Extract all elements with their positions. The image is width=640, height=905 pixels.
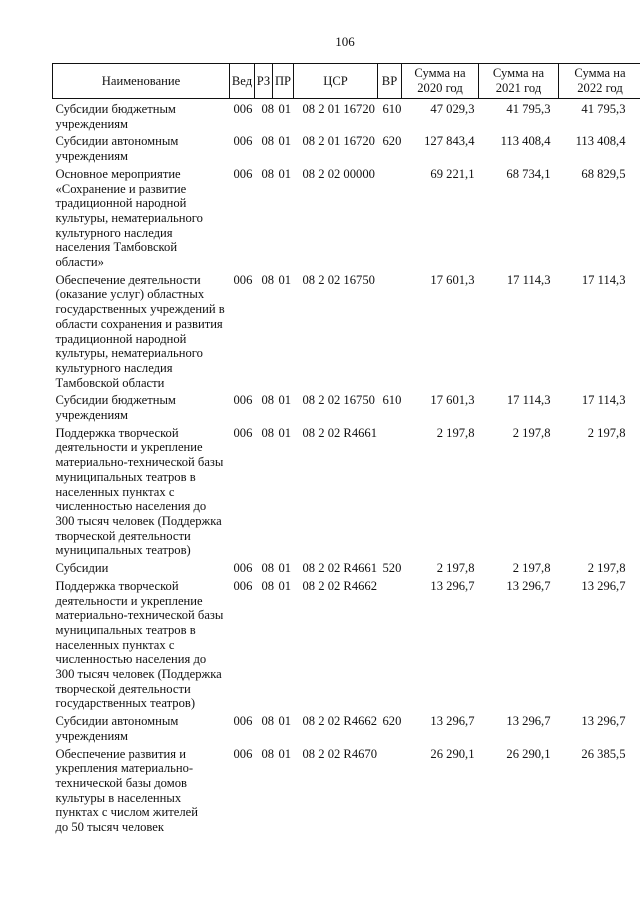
section-code: 08 (261, 746, 275, 761)
budget-row (53, 577, 640, 712)
budget-row (53, 133, 640, 165)
expense-type-code: 620 (382, 714, 402, 729)
section-code: 08 (261, 272, 275, 287)
subsection-code: 01 (278, 425, 292, 440)
item-name: Основное мероприятие «Сохранение и развитие традиционной народной культуры, нематериального культурного наследия населения Тамбовской области» (55, 166, 203, 270)
amount-2022: 26 385,5 (581, 746, 626, 761)
item-name: Поддержка творческой деятельности и укрепление материально-технической базы муниципальных театров в населенных пунктах с численностью населения до 300 тысяч человек (Поддержка творческой деятельности муниципальных театров) (55, 425, 224, 558)
amount-2021: 13 296,7 (506, 714, 551, 729)
target-article-code: 08 2 02 16750 (302, 272, 375, 287)
amount-2021: 113 408,4 (500, 134, 551, 149)
table-header (53, 64, 640, 99)
expense-type-code: 610 (382, 102, 402, 116)
header-expense-type-code: ВР (378, 64, 402, 99)
amount-2022: 17 114,3 (581, 272, 626, 287)
section-code: 08 (261, 393, 275, 408)
header-row (53, 64, 640, 99)
amount-2020: 2 197,8 (436, 561, 475, 576)
header-amount-2022: Сумма на 2022 год (559, 64, 640, 99)
amount-2022: 2 197,8 (587, 425, 626, 440)
expense-type-code (378, 745, 402, 836)
department-code: 006 (233, 578, 253, 593)
header-department-code: Вед (230, 64, 255, 99)
amount-2020: 2 197,8 (436, 425, 475, 440)
amount-2022: 13 296,7 (581, 714, 626, 729)
budget-row (53, 99, 640, 133)
amount-2022: 13 296,7 (581, 578, 626, 593)
subsection-code: 01 (278, 578, 292, 593)
target-article-code: 08 2 01 16720 (302, 102, 375, 116)
expense-type-code (378, 165, 402, 271)
amount-2022: 41 795,3 (581, 102, 626, 116)
amount-2022: 2 197,8 (587, 561, 626, 576)
amount-2020: 17 601,3 (430, 393, 475, 408)
expense-type-code: 620 (382, 134, 402, 149)
expense-type-code: 610 (382, 393, 402, 408)
section-code: 08 (261, 561, 275, 576)
amount-2021: 17 114,3 (506, 393, 551, 408)
amount-2021: 26 290,1 (506, 746, 551, 761)
amount-2021: 41 795,3 (506, 102, 551, 116)
table-body (53, 99, 640, 837)
department-code: 006 (233, 714, 253, 729)
department-code: 006 (233, 393, 253, 408)
budget-row (53, 424, 640, 559)
amount-2020: 13 296,7 (430, 714, 475, 729)
amount-2021: 2 197,8 (512, 561, 551, 576)
header-amount-2021: Сумма на 2021 год (479, 64, 559, 99)
item-name: Обеспечение развития и укрепления материально- технической базы домов культуры в населенных пунктах с числом жителей до 50 тысяч человек (55, 746, 198, 835)
target-article-code: 08 2 02 00000 (302, 166, 375, 181)
budget-row (53, 560, 640, 578)
section-code: 08 (261, 134, 275, 149)
expense-type-code (378, 577, 402, 712)
amount-2021: 68 734,1 (506, 166, 551, 181)
department-code: 006 (233, 134, 253, 149)
department-code: 006 (233, 166, 253, 181)
subsection-code: 01 (278, 746, 292, 761)
target-article-code: 08 2 02 R4661 (302, 425, 378, 440)
header-amount-2020: Сумма на 2020 год (402, 64, 479, 99)
target-article-code: 08 2 02 R4662 (302, 714, 378, 729)
amount-2020: 26 290,1 (430, 746, 475, 761)
section-code: 08 (261, 578, 275, 593)
budget-row (53, 392, 640, 424)
department-code: 006 (233, 102, 253, 116)
budget-row (53, 745, 640, 836)
amount-2020: 13 296,7 (430, 578, 475, 593)
section-code: 08 (261, 102, 275, 116)
amount-2021: 17 114,3 (506, 272, 551, 287)
page-number: 106 (335, 34, 355, 49)
amount-2021: 13 296,7 (506, 578, 551, 593)
amount-2022: 68 829,5 (581, 166, 626, 181)
header-section-code: РЗ (255, 64, 273, 99)
budget-row (53, 713, 640, 745)
header-subsection-code: ПР (273, 64, 294, 99)
expense-type-code (378, 424, 402, 559)
amount-2022: 113 408,4 (575, 134, 626, 149)
section-code: 08 (261, 425, 275, 440)
amount-2022: 17 114,3 (581, 393, 626, 408)
section-code: 08 (261, 166, 275, 181)
amount-2020: 69 221,1 (430, 166, 475, 181)
subsection-code: 01 (278, 272, 292, 287)
target-article-code: 08 2 02 R4661 (302, 561, 378, 576)
expense-type-code: 520 (382, 561, 402, 576)
subsection-code: 01 (278, 393, 292, 408)
subsection-code: 01 (278, 714, 292, 729)
item-name: Поддержка творческой деятельности и укрепление материально-технической базы муниципальных театров в населенных пунктах с численностью населения до 300 тысяч человек (Поддержка творческой деятельности государственных театров) (55, 578, 224, 711)
department-code: 006 (233, 272, 253, 287)
amount-2020: 47 029,3 (430, 102, 475, 116)
department-code: 006 (233, 746, 253, 761)
section-code: 08 (261, 714, 275, 729)
budget-table (52, 63, 640, 836)
target-article-code: 08 2 02 R4670 (302, 746, 378, 761)
item-name: Субсидии (55, 561, 109, 576)
amount-2020: 17 601,3 (430, 272, 475, 287)
item-name: Субсидии автономным учреждениям (55, 134, 179, 164)
subsection-code: 01 (278, 134, 292, 149)
amount-2021: 2 197,8 (512, 425, 551, 440)
header-target-article-code: ЦСР (294, 64, 378, 99)
expense-type-code (378, 271, 402, 392)
budget-row (53, 165, 640, 271)
budget-row (53, 271, 640, 392)
target-article-code: 08 2 02 R4662 (302, 578, 378, 593)
header-name: Наименование (53, 64, 230, 99)
target-article-code: 08 2 01 16720 (302, 134, 375, 149)
item-name: Субсидии бюджетным учреждениям (55, 393, 176, 423)
department-code: 006 (233, 561, 253, 576)
subsection-code: 01 (278, 561, 292, 576)
item-name: Субсидии бюджетным учреждениям (55, 102, 176, 131)
subsection-code: 01 (278, 166, 292, 181)
item-name: Субсидии автономным учреждениям (55, 714, 179, 743)
target-article-code: 08 2 02 16750 (302, 393, 375, 408)
department-code: 006 (233, 425, 253, 440)
amount-2020: 127 843,4 (424, 134, 475, 149)
item-name: Обеспечение деятельности (оказание услуг) областных государственных учреждений в области сохранения и развития традиционной народной культуры, нематериального культурного наследия Тамбовской области (55, 272, 225, 390)
subsection-code: 01 (278, 102, 292, 116)
